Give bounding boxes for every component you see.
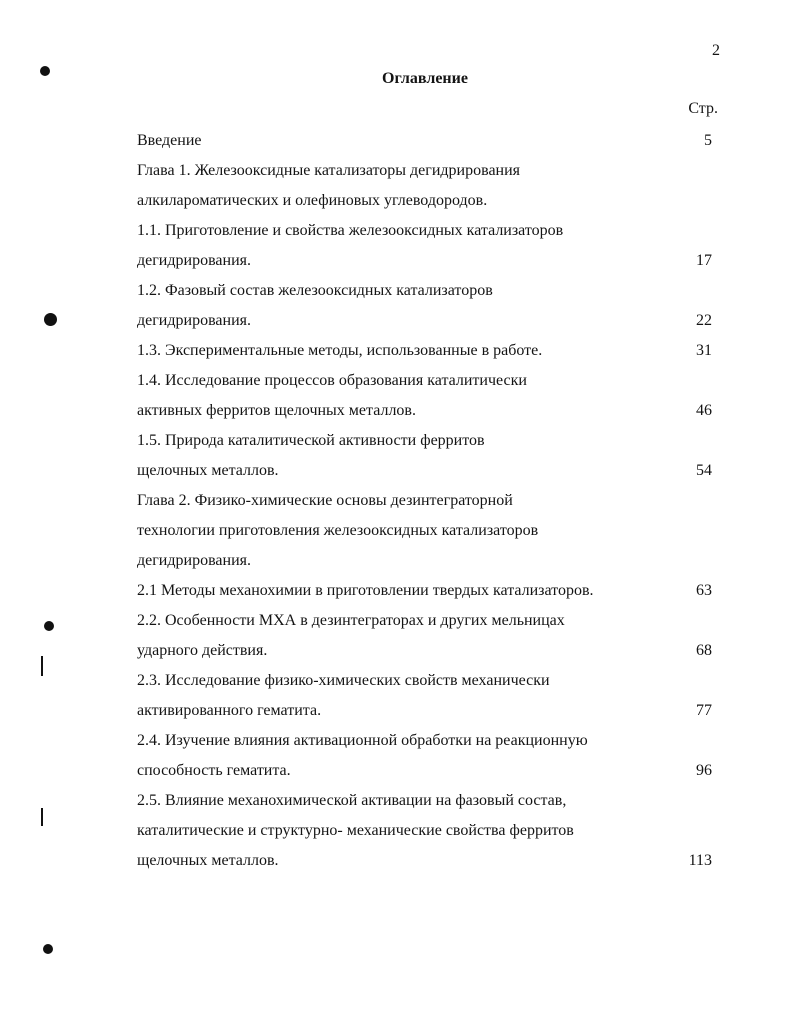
toc-line: дегидрирования. xyxy=(137,252,251,269)
toc-line: Введение xyxy=(137,132,202,149)
toc-line: 2.3. Исследование физико-химических свойств механически xyxy=(137,672,550,689)
binder-hole-mark xyxy=(44,313,57,326)
toc-page-number: 22 xyxy=(696,312,712,329)
toc-page-number: 46 xyxy=(696,402,712,419)
toc-page-number: 77 xyxy=(696,702,712,719)
toc-line: алкилароматических и олефиновых углеводородов. xyxy=(137,192,488,209)
toc-page-number: 17 xyxy=(696,252,712,269)
toc-line: 1.5. Природа каталитической активности ферритов xyxy=(137,432,485,449)
toc-page-number: 54 xyxy=(696,462,712,479)
toc-line: щелочных металлов. xyxy=(137,852,279,869)
toc-line: 1.3. Экспериментальные методы, использованные в работе. xyxy=(137,342,543,359)
toc-page-number: 63 xyxy=(696,582,712,599)
toc-line: активированного гематита. xyxy=(137,702,322,719)
toc-line: 1.2. Фазовый состав железооксидных катализаторов xyxy=(137,282,493,299)
toc-line: активных ферритов щелочных металлов. xyxy=(137,402,416,419)
toc-line: 1.1. Приготовление и свойства железооксидных катализаторов xyxy=(137,222,564,239)
toc-page-number: 5 xyxy=(704,132,712,149)
binder-hole-mark xyxy=(43,944,53,954)
toc-line: ударного действия. xyxy=(137,642,268,659)
binder-hole-mark xyxy=(40,66,50,76)
toc-line: щелочных металлов. xyxy=(137,462,279,479)
scan-tick-mark xyxy=(41,656,43,676)
toc-page-number: 113 xyxy=(688,852,712,869)
toc-line: 2.1 Методы механохимии в приготовлении твердых катализаторов. xyxy=(137,582,594,599)
toc-line: дегидрирования. xyxy=(137,552,251,569)
toc-page-number: 31 xyxy=(696,342,712,359)
toc-line: 1.4. Исследование процессов образования каталитически xyxy=(137,372,527,389)
toc-line: Глава 1. Железооксидные катализаторы дегидрирования xyxy=(137,162,521,179)
toc-line: дегидрирования. xyxy=(137,312,251,329)
toc-line: каталитические и структурно- механические свойства ферритов xyxy=(137,822,574,839)
page-column-label: Стр. xyxy=(688,100,718,117)
toc-line: способность гематита. xyxy=(137,762,291,779)
binder-hole-mark xyxy=(44,621,54,631)
scan-tick-mark xyxy=(41,808,43,826)
toc-page-number: 96 xyxy=(696,762,712,779)
toc-line: Глава 2. Физико-химические основы дезинтеграторной xyxy=(137,492,513,509)
toc-line: 2.2. Особенности МХА в дезинтеграторах и других мельницах xyxy=(137,612,565,629)
toc-line: технологии приготовления железооксидных катализаторов xyxy=(137,522,539,539)
toc-line: 2.5. Влияние механохимической активации на фазовый состав, xyxy=(137,792,567,809)
page-title: Оглавление xyxy=(382,70,468,87)
page-number: 2 xyxy=(712,42,720,59)
toc-page-number: 68 xyxy=(696,642,712,659)
toc-line: 2.4. Изучение влияния активационной обработки на реакционную xyxy=(137,732,588,749)
